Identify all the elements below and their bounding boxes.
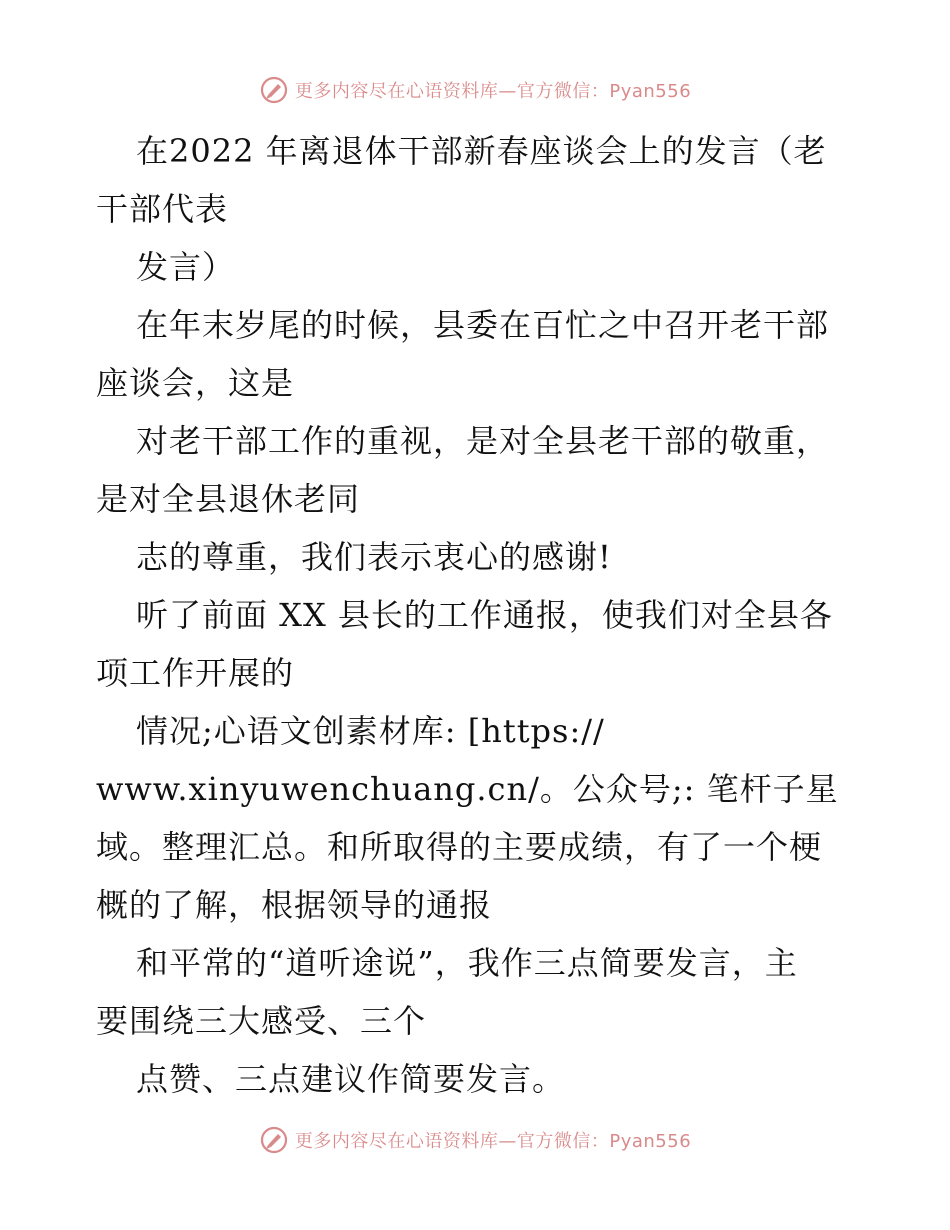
paragraph-line: 点赞、三点建议作简要发言。 xyxy=(136,1060,566,1098)
pen-logo-icon xyxy=(259,1125,289,1155)
paragraph-line: 要围绕三大感受、三个 xyxy=(96,1002,427,1040)
title-line-1: 在2022 年离退体干部新春座谈会上的发言（老 xyxy=(136,132,827,170)
watermark-banner-bottom xyxy=(0,1120,950,1160)
pen-logo-icon xyxy=(259,75,289,105)
title-line-2: 干部代表 xyxy=(96,190,229,228)
title-line-3: 发言） xyxy=(136,248,236,286)
watermark-banner-top xyxy=(0,70,950,110)
paragraph-line: 对老干部工作的重视，是对全县老干部的敬重， xyxy=(136,422,830,460)
paragraph-line: 是对全县退休老同 xyxy=(96,480,361,518)
paragraph-line: 听了前面 XX 县长的工作通报，使我们对全县各 xyxy=(136,596,833,634)
paragraph-line: 座谈会，这是 xyxy=(96,364,295,402)
paragraph-line: 在年末岁尾的时候，县委在百忙之中召开老干部 xyxy=(136,306,830,344)
paragraph-line: 域。整理汇总。和所取得的主要成绩，有了一个梗 xyxy=(96,828,823,866)
watermark-text: 更多内容尽在心语资料库—官方微信：Pyan556 xyxy=(294,1131,692,1152)
paragraph-line: 情况;心语文创素材库: [https:// xyxy=(136,712,605,750)
document-body xyxy=(96,122,856,1108)
paragraph-line: 概的了解，根据领导的通报 xyxy=(96,886,493,924)
watermark-text: 更多内容尽在心语资料库—官方微信：Pyan556 xyxy=(294,81,692,102)
paragraph-line: www.xinyuwenchuang.cn/。公众号;: 笔杆子星 xyxy=(96,770,839,808)
paragraph-line: 志的尊重，我们表示衷心的感谢! xyxy=(136,538,612,576)
paragraph-line: 和平常的“道听途说”，我作三点简要发言，主 xyxy=(136,944,798,982)
paragraph-line: 项工作开展的 xyxy=(96,654,295,692)
